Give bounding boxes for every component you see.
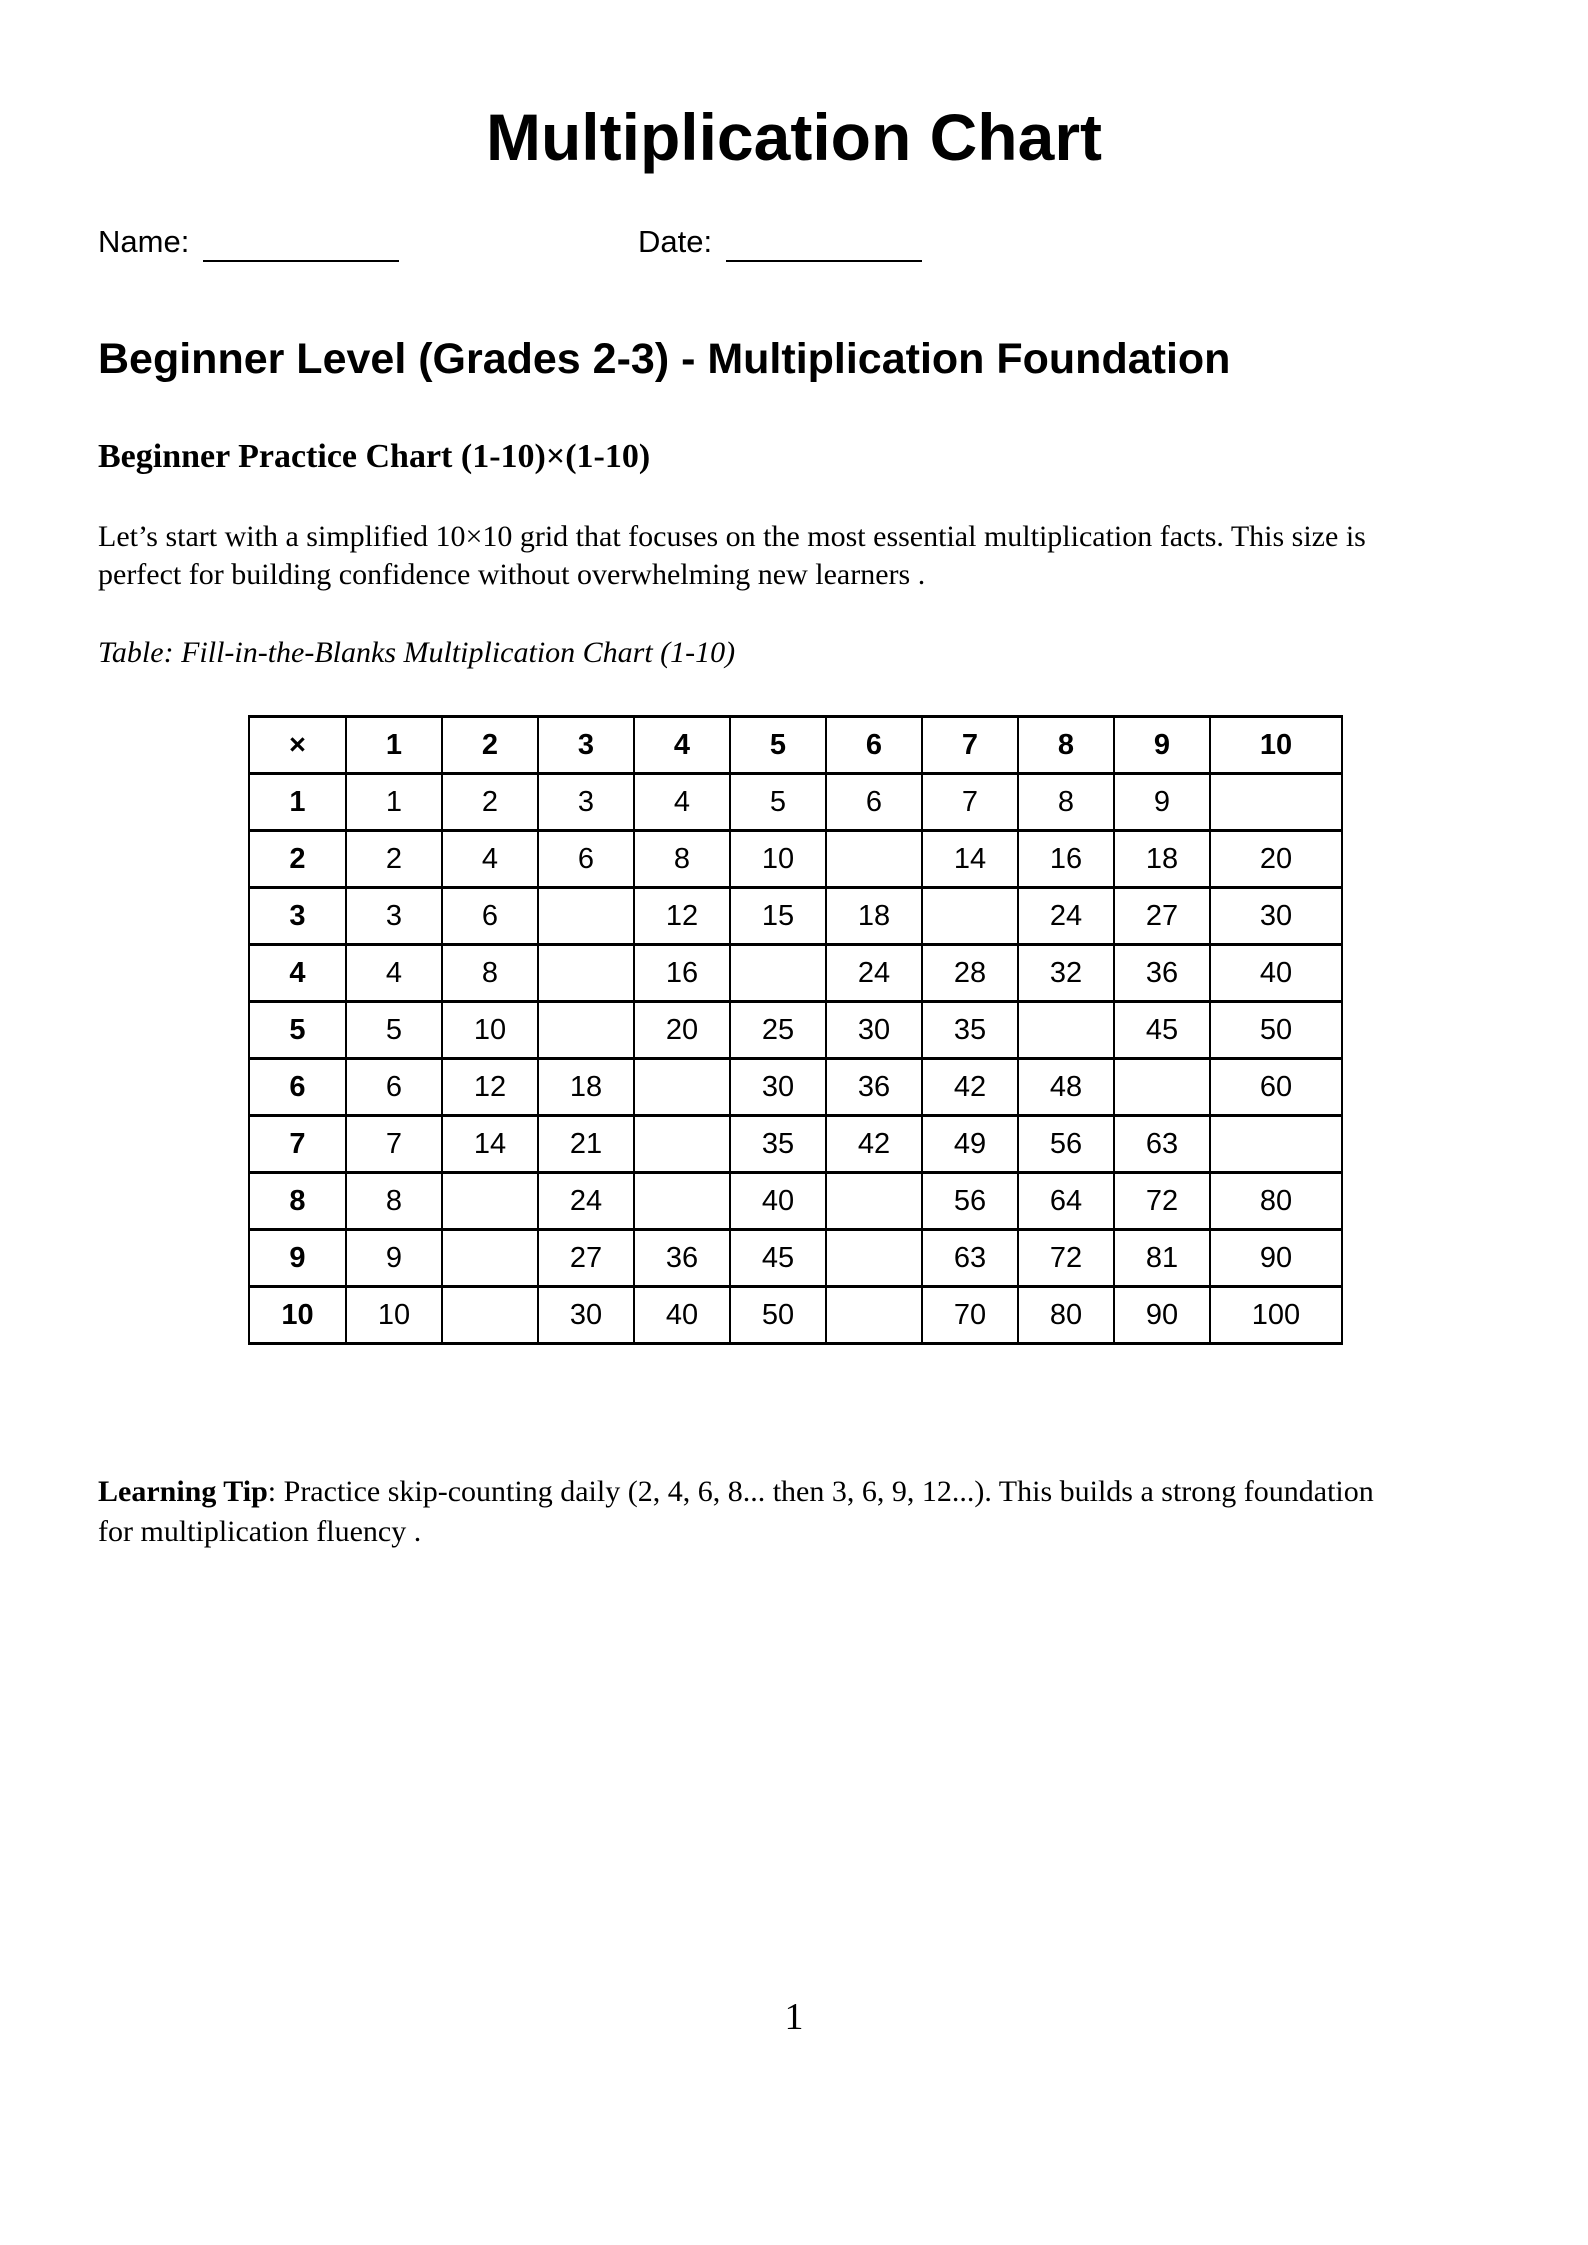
blank-fill-in-cell: [538, 945, 634, 1002]
table-row: [249, 1002, 1342, 1059]
blank-fill-in-cell: [826, 1287, 922, 1344]
product-cell: 56: [922, 1173, 1018, 1230]
blank-fill-in-cell: [826, 831, 922, 888]
product-cell: 63: [922, 1230, 1018, 1287]
product-cell: 10: [346, 1287, 442, 1344]
product-cell: 36: [1114, 945, 1210, 1002]
product-cell: 72: [1018, 1230, 1114, 1287]
product-cell: 1: [346, 774, 442, 831]
product-cell: 63: [1114, 1116, 1210, 1173]
row-header-cell: 3: [249, 888, 346, 945]
table-row: [249, 1173, 1342, 1230]
product-cell: 40: [730, 1173, 826, 1230]
learning-tip-label: Learning Tip: [98, 1475, 268, 1508]
name-label: Name:: [98, 224, 190, 259]
product-cell: 6: [538, 831, 634, 888]
product-cell: 30: [538, 1287, 634, 1344]
product-cell: 42: [826, 1116, 922, 1173]
product-cell: 9: [346, 1230, 442, 1287]
product-cell: 45: [1114, 1002, 1210, 1059]
table-row: [249, 1116, 1342, 1173]
product-cell: 90: [1114, 1287, 1210, 1344]
column-header-cell: 2: [442, 717, 538, 774]
product-cell: 8: [346, 1173, 442, 1230]
product-cell: 100: [1210, 1287, 1342, 1344]
table-header-row: [249, 717, 1342, 774]
product-cell: 35: [922, 1002, 1018, 1059]
blank-fill-in-cell: [442, 1230, 538, 1287]
product-cell: 32: [1018, 945, 1114, 1002]
product-cell: 36: [634, 1230, 730, 1287]
learning-tip-line-1: : Practice skip-counting daily (2, 4, 6, 8... then 3, 6, 9, 12...). This builds a strong foundation: [267, 1475, 1374, 1508]
column-header-cell: 3: [538, 717, 634, 774]
table-row: [249, 1230, 1342, 1287]
column-header-cell: 9: [1114, 717, 1210, 774]
product-cell: 50: [730, 1287, 826, 1344]
product-cell: 42: [922, 1059, 1018, 1116]
product-cell: 3: [538, 774, 634, 831]
table-row: [249, 1287, 1342, 1344]
blank-fill-in-cell: [1018, 1002, 1114, 1059]
product-cell: 2: [346, 831, 442, 888]
learning-tip-paragraph: [98, 1472, 1538, 1552]
row-header-cell: 5: [249, 1002, 346, 1059]
product-cell: 9: [1114, 774, 1210, 831]
row-header-cell: 10: [249, 1287, 346, 1344]
product-cell: 18: [1114, 831, 1210, 888]
product-cell: 6: [442, 888, 538, 945]
product-cell: 6: [826, 774, 922, 831]
product-cell: 80: [1210, 1173, 1342, 1230]
product-cell: 12: [634, 888, 730, 945]
product-cell: 28: [922, 945, 1018, 1002]
product-cell: 30: [826, 1002, 922, 1059]
blank-fill-in-cell: [922, 888, 1018, 945]
blank-fill-in-cell: [1210, 1116, 1342, 1173]
subsection-heading: Beginner Practice Chart (1-10)×(1-10): [98, 438, 651, 475]
product-cell: 18: [538, 1059, 634, 1116]
column-header-cell: 4: [634, 717, 730, 774]
row-header-cell: 1: [249, 774, 346, 831]
table-row: [249, 774, 1342, 831]
blank-fill-in-cell: [1114, 1059, 1210, 1116]
name-blank-line: [203, 260, 399, 262]
table-row: [249, 888, 1342, 945]
blank-fill-in-cell: [538, 888, 634, 945]
product-cell: 81: [1114, 1230, 1210, 1287]
learning-tip-line-2: for multiplication fluency .: [98, 1515, 422, 1548]
table-row: [249, 831, 1342, 888]
product-cell: 48: [1018, 1059, 1114, 1116]
blank-fill-in-cell: [730, 945, 826, 1002]
multiplication-table: [248, 715, 1343, 1345]
product-cell: 24: [1018, 888, 1114, 945]
product-cell: 25: [730, 1002, 826, 1059]
product-cell: 56: [1018, 1116, 1114, 1173]
product-cell: 14: [442, 1116, 538, 1173]
intro-line-2: perfect for building confidence without overwhelming new learners .: [98, 558, 926, 591]
product-cell: 8: [1018, 774, 1114, 831]
product-cell: 27: [1114, 888, 1210, 945]
date-blank-line: [726, 260, 922, 262]
product-cell: 64: [1018, 1173, 1114, 1230]
column-header-cell: 6: [826, 717, 922, 774]
name-date-row: [98, 224, 1498, 284]
table-body: [249, 774, 1342, 1344]
product-cell: 8: [442, 945, 538, 1002]
product-cell: 7: [346, 1116, 442, 1173]
product-cell: 16: [634, 945, 730, 1002]
column-header-cell: 1: [346, 717, 442, 774]
product-cell: 5: [730, 774, 826, 831]
date-field: [638, 224, 922, 262]
intro-line-1: Let’s start with a simplified 10×10 grid that focuses on the most essential multiplication facts. This size is: [98, 520, 1366, 553]
product-cell: 12: [442, 1059, 538, 1116]
product-cell: 80: [1018, 1287, 1114, 1344]
product-cell: 2: [442, 774, 538, 831]
product-cell: 72: [1114, 1173, 1210, 1230]
row-header-cell: 2: [249, 831, 346, 888]
product-cell: 8: [634, 831, 730, 888]
row-header-cell: 6: [249, 1059, 346, 1116]
product-cell: 6: [346, 1059, 442, 1116]
product-cell: 35: [730, 1116, 826, 1173]
column-header-cell: 8: [1018, 717, 1114, 774]
product-cell: 24: [826, 945, 922, 1002]
product-cell: 90: [1210, 1230, 1342, 1287]
product-cell: 20: [634, 1002, 730, 1059]
date-label: Date:: [638, 224, 713, 259]
blank-fill-in-cell: [538, 1002, 634, 1059]
product-cell: 21: [538, 1116, 634, 1173]
product-cell: 4: [346, 945, 442, 1002]
section-heading: Beginner Level (Grades 2-3) - Multiplication Foundation: [98, 335, 1231, 383]
blank-fill-in-cell: [826, 1230, 922, 1287]
blank-fill-in-cell: [826, 1173, 922, 1230]
row-header-cell: 4: [249, 945, 346, 1002]
product-cell: 49: [922, 1116, 1018, 1173]
product-cell: 10: [730, 831, 826, 888]
column-header-cell: 10: [1210, 717, 1342, 774]
blank-fill-in-cell: [1210, 774, 1342, 831]
table-row: [249, 1059, 1342, 1116]
row-header-cell: 9: [249, 1230, 346, 1287]
blank-fill-in-cell: [634, 1173, 730, 1230]
product-cell: 60: [1210, 1059, 1342, 1116]
product-cell: 70: [922, 1287, 1018, 1344]
blank-fill-in-cell: [442, 1173, 538, 1230]
product-cell: 18: [826, 888, 922, 945]
product-cell: 15: [730, 888, 826, 945]
blank-fill-in-cell: [634, 1059, 730, 1116]
product-cell: 30: [1210, 888, 1342, 945]
product-cell: 30: [730, 1059, 826, 1116]
operator-header-cell: ×: [249, 717, 346, 774]
product-cell: 4: [634, 774, 730, 831]
product-cell: 27: [538, 1230, 634, 1287]
product-cell: 7: [922, 774, 1018, 831]
product-cell: 36: [826, 1059, 922, 1116]
product-cell: 5: [346, 1002, 442, 1059]
intro-paragraph: [98, 518, 1538, 594]
product-cell: 10: [442, 1002, 538, 1059]
product-cell: 14: [922, 831, 1018, 888]
name-field: [98, 224, 399, 262]
page-title: Multiplication Chart: [486, 100, 1102, 174]
product-cell: 45: [730, 1230, 826, 1287]
product-cell: 40: [634, 1287, 730, 1344]
product-cell: 50: [1210, 1002, 1342, 1059]
product-cell: 3: [346, 888, 442, 945]
product-cell: 16: [1018, 831, 1114, 888]
row-header-cell: 8: [249, 1173, 346, 1230]
table-row: [249, 945, 1342, 1002]
row-header-cell: 7: [249, 1116, 346, 1173]
table-caption: Table: Fill-in-the-Blanks Multiplication Chart (1-10): [98, 636, 736, 669]
product-cell: 24: [538, 1173, 634, 1230]
product-cell: 40: [1210, 945, 1342, 1002]
blank-fill-in-cell: [442, 1287, 538, 1344]
page-number: 1: [784, 1996, 804, 2038]
column-header-cell: 7: [922, 717, 1018, 774]
blank-fill-in-cell: [634, 1116, 730, 1173]
product-cell: 4: [442, 831, 538, 888]
product-cell: 20: [1210, 831, 1342, 888]
column-header-cell: 5: [730, 717, 826, 774]
